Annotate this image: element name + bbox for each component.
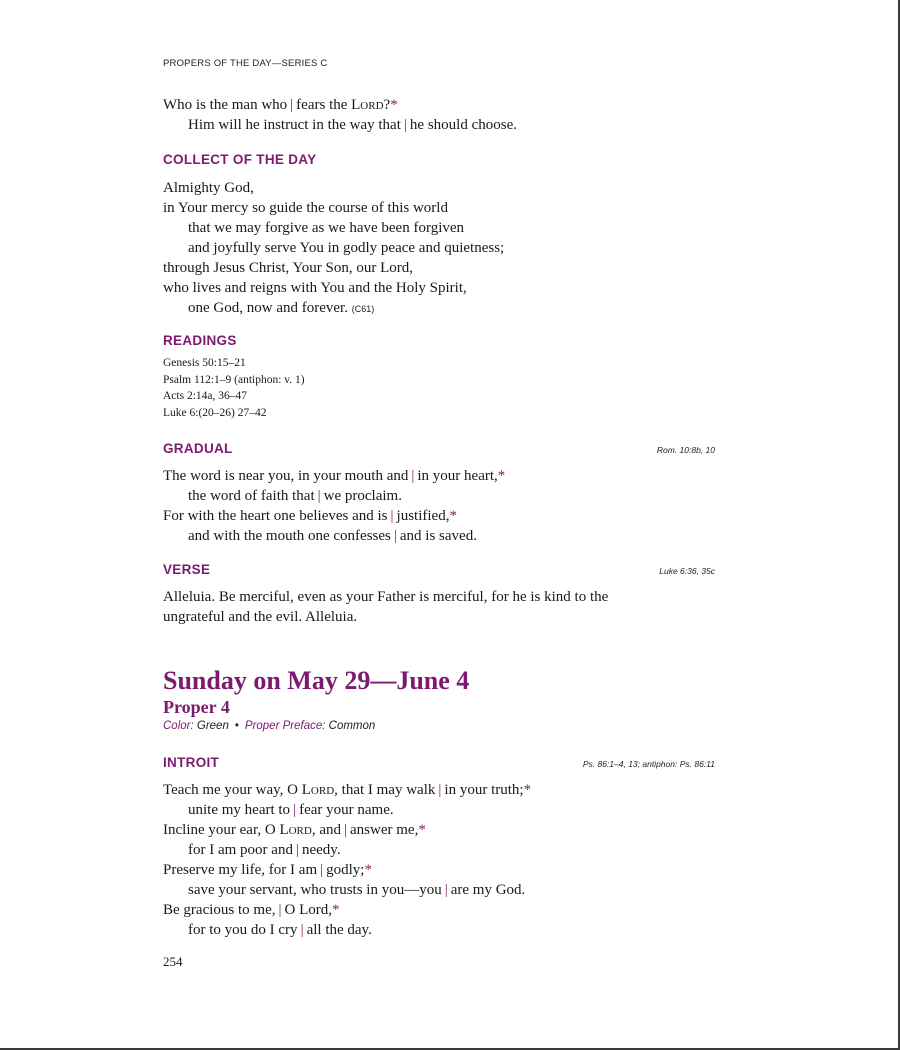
gradual-line: The word is near you, in your mouth and | in your heart,* <box>163 468 506 484</box>
collect-line: who lives and reigns with You and the Holy Spirit, <box>163 280 467 296</box>
introit-line: for I am poor and | needy. <box>188 842 341 858</box>
verse-line: Him will he instruct in the way that | he should choose. <box>188 117 517 133</box>
gradual-line: and with the mouth one confesses | and is saved. <box>188 528 477 544</box>
collect-line: and joyfully serve You in godly peace and quietness; <box>188 240 505 256</box>
collect-line: through Jesus Christ, Your Son, our Lord, <box>163 260 414 276</box>
color-preface-line: Color: Green • Proper Preface: Common <box>163 720 376 732</box>
gradual-heading: GRADUAL <box>163 441 233 456</box>
reading-item: Psalm 112:1–9 (antiphon: v. 1) <box>163 373 305 386</box>
introit-citation: Ps. 86:1–4, 13; antiphon: Ps. 86:11 <box>582 759 715 769</box>
introit-line: Preserve my life, for I am | godly;* <box>163 862 372 878</box>
reading-item: Acts 2:14a, 36–47 <box>163 390 248 402</box>
reading-item: Genesis 50:15–21 <box>163 357 246 369</box>
collect-tag: (C61) <box>351 304 375 314</box>
introit-heading: INTROIT <box>163 755 220 770</box>
top-verse <box>163 95 715 135</box>
collect-line: one God, now and forever. (C61) <box>188 300 375 316</box>
proper-subtitle: Proper 4 <box>163 697 230 717</box>
gradual-section <box>163 441 715 546</box>
readings-section <box>163 333 715 421</box>
introit-line: Teach me your way, O Lord, that I may walk | in your truth;* <box>163 782 532 798</box>
verse-line: Who is the man who | fears the Lord?* <box>163 97 398 113</box>
running-head: PROPERS OF THE DAY—SERIES C <box>163 58 328 69</box>
reading-item: Luke 6:(20–26) 27–42 <box>163 406 267 419</box>
gradual-line: For with the heart one believes and is | justified,* <box>163 508 457 524</box>
collect-line: in Your mercy so guide the course of this world <box>163 200 448 216</box>
introit-line: Incline your ear, O Lord, and | answer me,* <box>163 822 426 838</box>
gradual-citation: Rom. 10:8b, 10 <box>656 445 715 455</box>
introit-line: Be gracious to me, | O Lord,* <box>163 902 340 918</box>
introit-line: unite my heart to | fear your name. <box>188 802 394 818</box>
verse-heading: VERSE <box>163 562 211 577</box>
collect-line: that we may forgive as we have been forgiven <box>188 220 465 236</box>
verse-text: Alleluia. Be merciful, even as your Father is merciful, for he is kind to the ungrateful and the evil. Alleluia. <box>163 589 609 625</box>
sunday-header <box>163 666 715 734</box>
introit-line: save your servant, who trusts in you—you | are my God. <box>188 882 526 898</box>
page-title: Sunday on May 29—June 4 <box>163 666 470 695</box>
collect-heading: COLLECT OF THE DAY <box>163 152 317 167</box>
verse-section <box>163 562 715 627</box>
introit-section <box>163 755 715 940</box>
gradual-line: the word of faith that | we proclaim. <box>188 488 402 504</box>
readings-heading: READINGS <box>163 333 237 348</box>
introit-line: for to you do I cry | all the day. <box>188 922 372 938</box>
verse-citation: Luke 6:36, 35c <box>659 566 715 576</box>
collect-line: Almighty God, <box>163 180 254 196</box>
collect-section <box>163 152 715 319</box>
page-number: 254 <box>163 954 183 969</box>
